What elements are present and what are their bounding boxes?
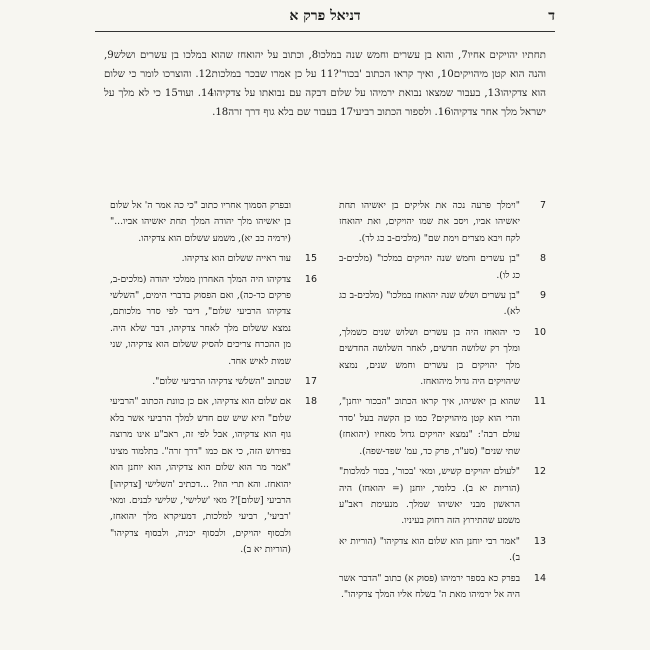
footnote-number: 15 [304,253,317,265]
footnote-text: שהוא בן יאשיהו, איך קראו הכתוב "הבכור יוחנן", והרי הוא קטן מיהויקים? כמו כן הקשה בעל 'סדר עולם רבה': "נמצא יהויקים גדול מאחיו (יהואחז) שתי שנים" (סע"ר, פרק כד, עמ' שפד-שפה). [339,396,520,457]
footnote-text: עוד ראייה ששלום הוא צדקיהו. [181,253,291,265]
footnote [339,534,546,567]
footnote [339,288,546,321]
footnote [110,394,317,558]
footnote [339,198,546,247]
footnote-text: שכתוב "השלשי צדקיהו הרביעי שלום". [152,376,291,388]
footnotes-left-column [110,198,317,644]
footnote-number: 8 [539,253,546,265]
footnote [110,251,317,267]
footnote-text: "בן עשרים ושלש שנה יהואחז במלכו" (מלכים-ב כג לא). [339,290,520,318]
footnote-text: "וימלך פרעה נכה את אליקים בן יאשיהו תחת יאשיהו אביו, ויסב את שמו יהויקים, ואת יהואחז לקח ויבא מצרים וימת שם" (מלכים-ב כג לד). [339,200,520,244]
footnote-number: 17 [304,376,317,388]
page-number: ד [548,8,555,24]
footnote-text: בפרק כא בספר ירמיהו (פסוק א) כתוב "הדבר אשר היה אל ירמיהו מאת ה' בשלח אליו המלך צדקיהו". [339,572,520,600]
footnote-number: 13 [533,535,546,547]
footnote [339,251,546,284]
footnote-number: 14 [533,572,546,584]
footnote-number: 9 [539,290,546,302]
footnotes [110,198,546,644]
footnote [110,374,317,390]
footnote [339,464,546,530]
header-rule [95,31,555,32]
main-text: תחתיו יהויקים אחיו7, והוא בן עשרים וחמש שנה במלכו8, וכתוב על יהואחז שהוא במלכו בן עשרים ושלש9, והנה הוא קטן מיהויקים10, ואיך קראו הכתוב 'בכור'?11 על כן אמרו שבכר במלכות12. והוצרכו לומר כי שלום הוא צדקיהו13, בעבור שמצאו נבואת ירמיהו על שלום דבקה עם נבואתו על צדקיהו14. ועוד15 כי לא מלך על ישראל מלך אחר צדקיהו16. ולספור הכתוב רביעי17 בעבור שם בלא גוף דרך זרה18. [104,50,546,118]
footnote-continuation: ובפרק הסמוך אחריו כתוב "כי כה אמר ה' אל שלום בן יאשיהו מלך יהודה המלך תחת יאשיהו אביו..." (ירמיה כב יא), משמע ששלום הוא צדקיהו. [110,200,291,244]
footnote-number: 18 [304,396,317,408]
footnote-text: "לעולם יהויקים קשיש, ומאי 'בכור', בכור למלכות" (הוריות יא ב). כלומר, יוחנן (= יהואחז) היה הראשון מבני יאשיהו שמלך. מנעימת ראב"ע משמע שהתירוץ הזה רחוק בעיניו. [339,466,520,527]
footnote-number: 12 [533,466,546,478]
footnote [339,571,546,604]
footnotes-right-column [339,198,546,644]
footnote-text: "בן עשרים וחמש שנה יהויקים במלכו" (מלכים-ב כג לו). [339,253,520,281]
footnote [110,272,317,370]
footnote-number: 16 [304,273,317,285]
footnote [339,325,546,391]
footnote-text: כי יהואחז היה בן עשרים ושלוש שנים כשמלך, ומלך רק שלושה חדשים, לאחר השלושה החדשים מלך יהויקים בן עשרים וחמש שנים, נמצא שיהויקים היה גדול מיהואחז. [339,326,520,388]
footnote-number: 7 [539,200,546,211]
footnote-text: צדקיהו היה המלך האחרון ממלכי יהודה (מלכים-ב, פרקים כד-כה), ואם הפסוק בדברי הימים, "השלשי צדקיהו הרביעי שלום", דיבר לפי סדר מלכותם, נמצא ששלום מלך לאחר צדקיהו, דבר שלא היה. מן ההכרח צריכים להסיק ששלום הוא צדקיהו, שני שמות לאיש אחד. [110,273,291,367]
footnote-text: "אמר רבי יוחנן הוא שלום הוא צדקיהו" (הוריות יא ב). [339,535,520,564]
footnote [339,394,546,460]
footnote-number: 11 [533,396,546,408]
footnote-number: 10 [533,326,546,338]
page-title: דניאל פרק א [289,8,361,24]
footnote-text: אם שלום הוא צדקיהו, אם כן כוונת הכתוב "הרביעי שלום" היא שיש שם חדש למלך הרביעי אשר בלא גוף הוא צדקיהו, אבל לפי זה, ראב"ע אינו מרוצה בפירוש הזה, כי אם כמו "דרך זרה". בתלמוד מצינו "אמר מר הוא שלום הוא צדקיהו, הוא יוחנן הוא יהואחז. והא תרי הוו? ...דכתיב 'השלישי [צדקיהו] הרביעי [שלום]'? מאי 'שלישי', שלישי לבנים. ומאי 'רביעי', רביעי למלכות, דמעיקרא מלך יהואחז, ולבסוף יהויקים, ולבסוף יכניה, ולבסוף צדקיהו" (הוריות יא ב). [110,396,291,556]
running-header [95,8,555,28]
